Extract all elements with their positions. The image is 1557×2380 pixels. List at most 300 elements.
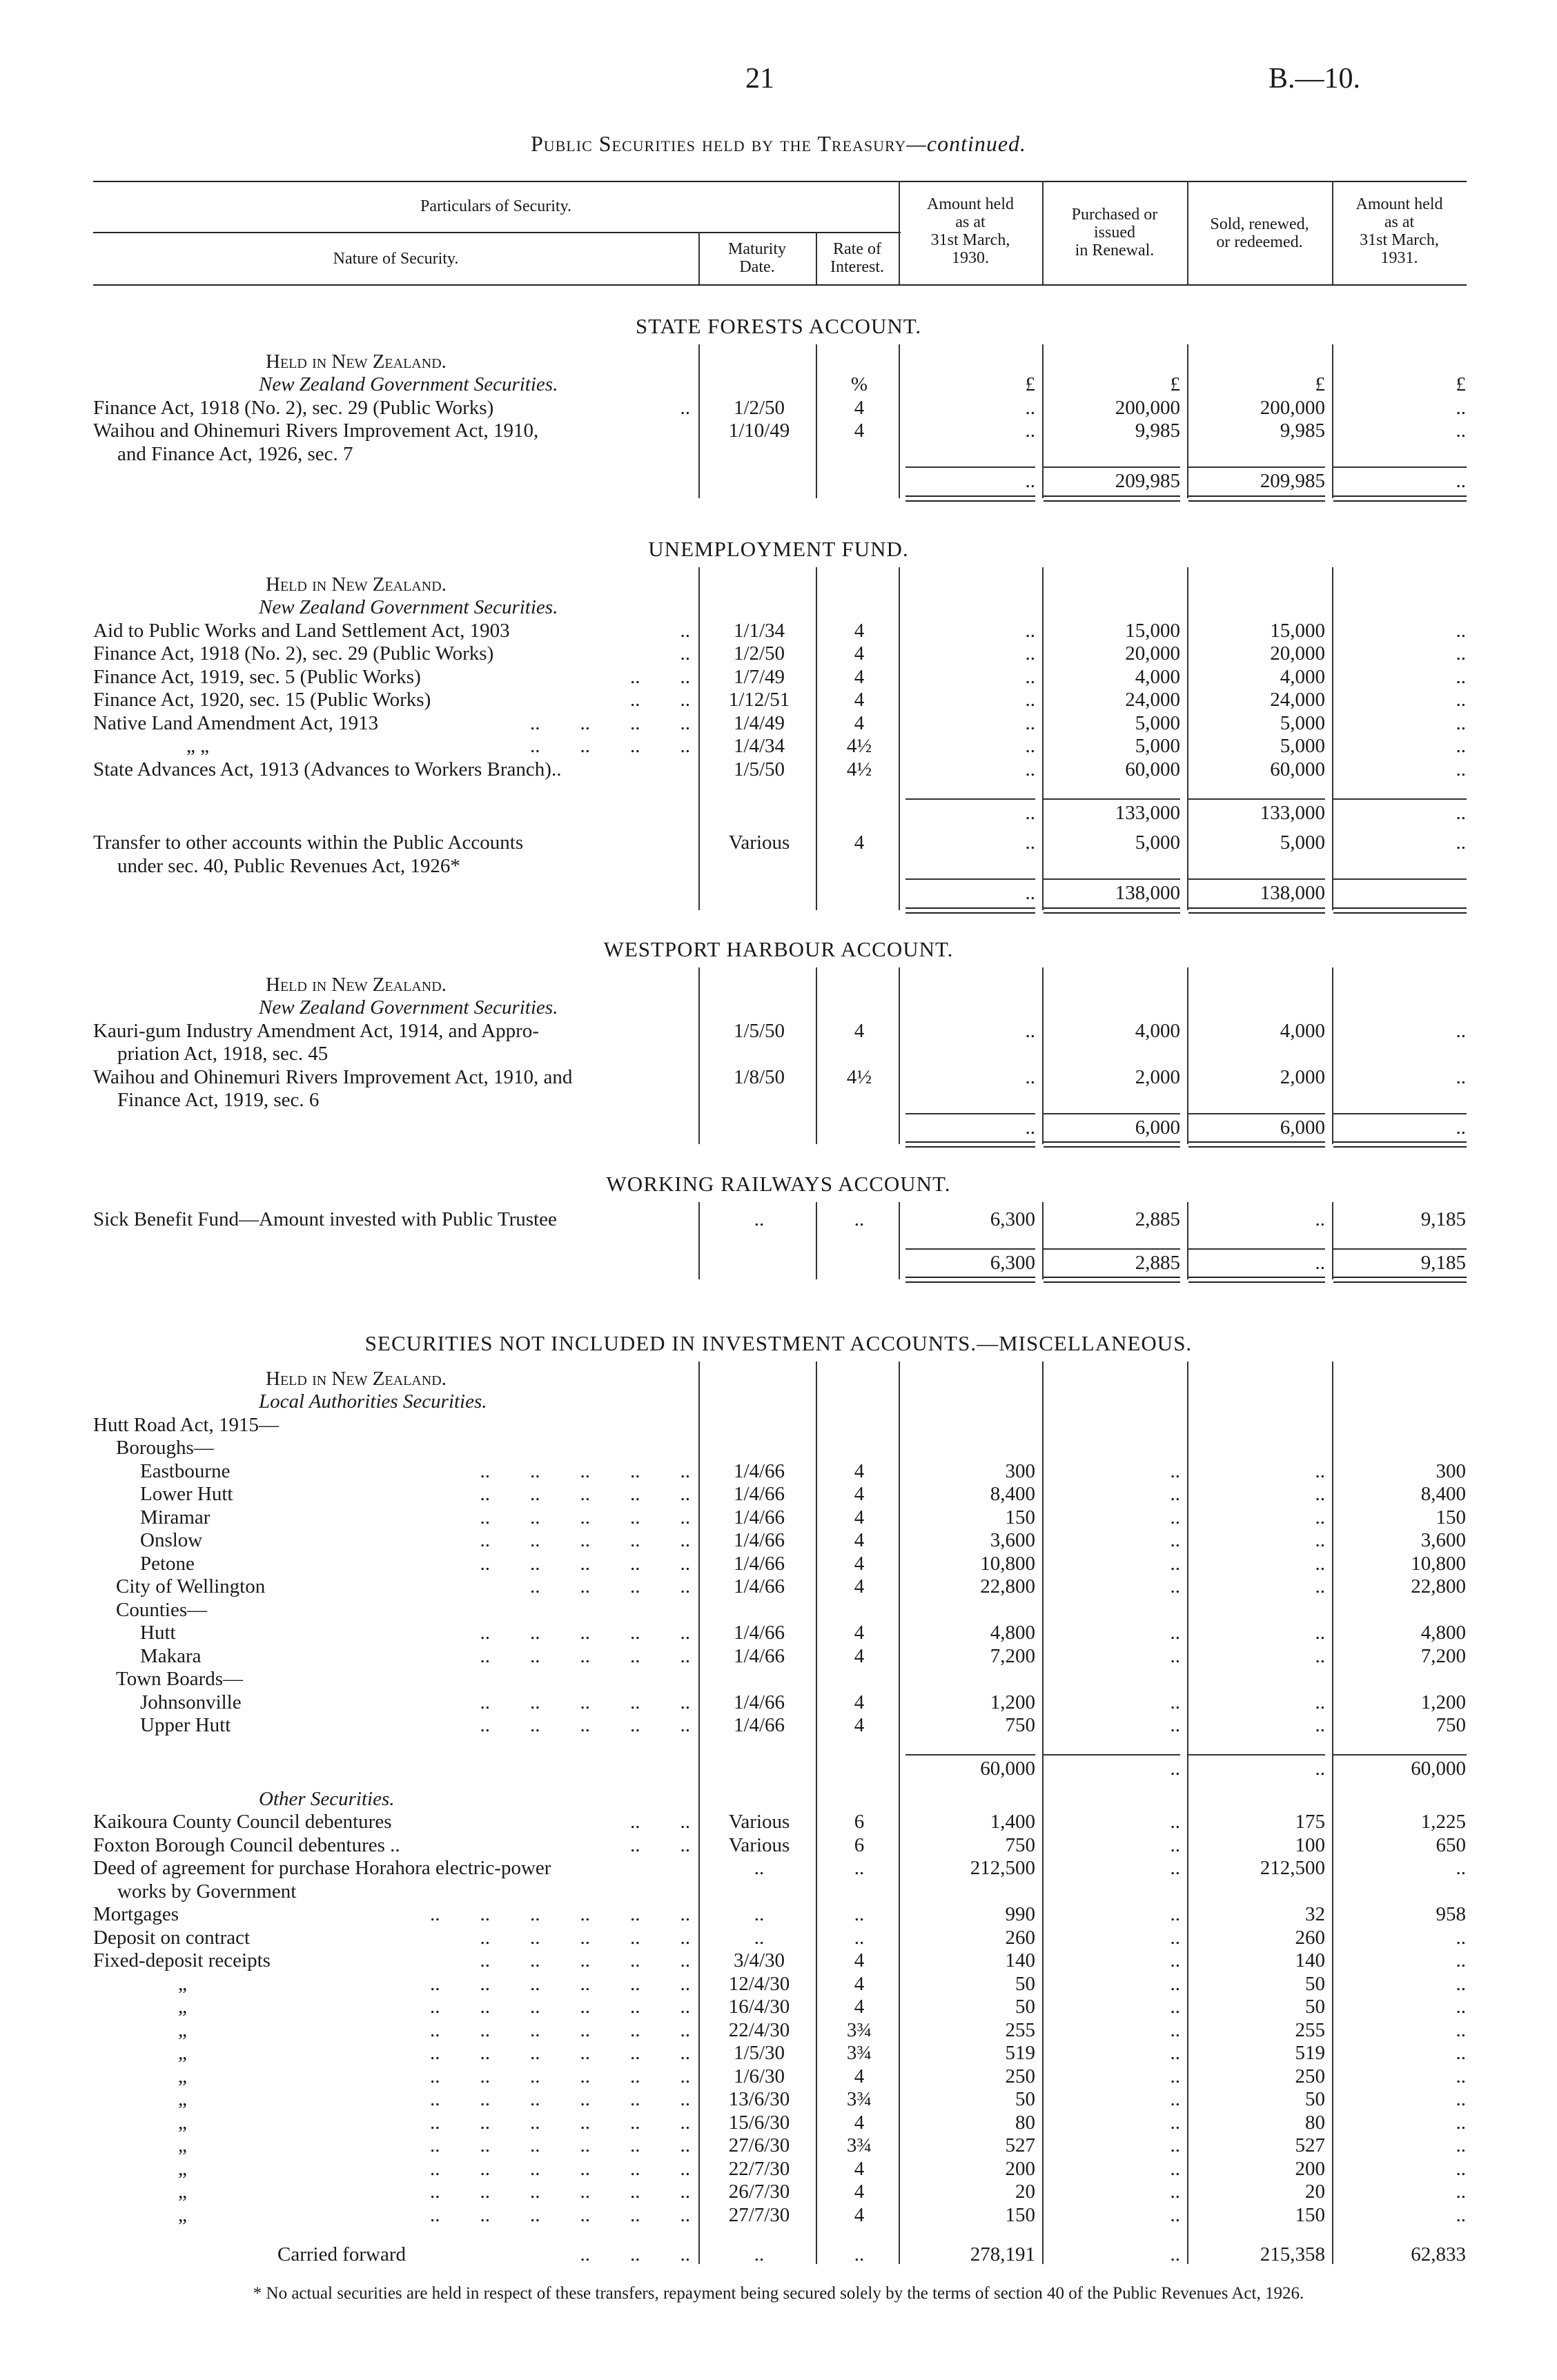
security-name: Mortgages [93, 1903, 179, 1926]
table-row [0, 1065, 1557, 1089]
interest-rate: 4 [854, 689, 865, 711]
interest-rate: 4 [854, 1459, 865, 1482]
table-row [0, 1949, 1557, 1972]
total-double-rule [1333, 495, 1467, 502]
table-row [0, 419, 1557, 442]
leader-dots: .. .. [630, 1811, 690, 1833]
amount-purchased: .. [1170, 1758, 1180, 1780]
total-row [0, 1116, 1557, 1139]
interest-rate: 4 [854, 1949, 865, 1972]
header-rate-line: Rate of [833, 240, 881, 258]
total-double-rule [1333, 1141, 1467, 1148]
leader-dots: .. .. .. .. .. .. [430, 2111, 690, 2134]
amount-held-1931: 3,600 [1420, 1529, 1466, 1552]
amount-held-1931: .. [1456, 2018, 1466, 2041]
leader-dots: .. .. .. .. .. [480, 1949, 690, 1972]
leader-dots: .. .. .. [580, 2243, 690, 2265]
amount-purchased: 209,985 [1115, 470, 1180, 493]
amount-purchased: 4,000 [1135, 665, 1180, 688]
total-double-rule [1044, 1141, 1180, 1148]
table-row [0, 1367, 1557, 1390]
amount-held-1931: 150 [1436, 1506, 1466, 1528]
amount-held-1930: 255 [1005, 2018, 1035, 2041]
maturity-date: 1/4/66 [733, 1459, 785, 1482]
security-name: Deposit on contract [93, 1926, 251, 1949]
amount-held-1930: 50 [1015, 2088, 1035, 2111]
subtotal-rule [905, 1248, 1035, 1250]
amount-sold: 15,000 [1270, 619, 1325, 642]
amount-held-1930: 750 [1005, 1833, 1035, 1856]
column-rule [899, 344, 900, 498]
amount-sold: 20 [1305, 2181, 1325, 2203]
security-name: Petone [140, 1552, 195, 1575]
amount-sold: 50 [1305, 2088, 1325, 2111]
table-row [0, 1208, 1557, 1231]
leader-dots: .. .. .. .. .. .. [430, 1903, 690, 1926]
interest-rate: 4 [854, 1529, 865, 1552]
amount-held-1930: .. [1025, 689, 1035, 711]
column-rule [1187, 344, 1188, 498]
footnote: * No actual securities are held in respect of these transfers, repayment being secured solely by the terms of section 40 of the Public Revenues Act, 1926. [253, 2284, 1304, 2303]
amount-purchased: .. [1170, 2203, 1180, 2226]
maturity-date: Various [728, 832, 790, 854]
table-row [0, 442, 1557, 466]
amount-held-1931: .. [1456, 2042, 1466, 2065]
table-row [0, 1598, 1557, 1622]
amount-held-1930: .. [1025, 470, 1035, 493]
table-row [0, 2157, 1557, 2181]
leader-dots: .. .. .. .. [530, 1575, 690, 1598]
amount-held-1931: .. [1456, 396, 1466, 419]
security-name: Carried forward [277, 2243, 406, 2265]
amount-held-1931: £ [1456, 373, 1466, 396]
security-name: Boroughs— [116, 1437, 214, 1459]
column-rule [899, 1361, 900, 2264]
subtotal-rule [1333, 878, 1467, 880]
maturity-date: 1/4/49 [733, 711, 785, 734]
amount-sold: 140 [1295, 1949, 1325, 1972]
amount-purchased: 5,000 [1135, 711, 1180, 734]
maturity-date: 1/4/66 [733, 1483, 785, 1506]
interest-rate: 4 [854, 1644, 865, 1667]
amount-sold: 100 [1295, 1833, 1325, 1856]
subtotal-rule [1333, 1754, 1467, 1756]
table-row [0, 2065, 1557, 2088]
amount-purchased: 138,000 [1115, 882, 1180, 905]
amount-held-1931: 650 [1436, 1833, 1466, 1856]
amount-held-1930: .. [1025, 735, 1035, 758]
security-name: Hutt [140, 1622, 176, 1644]
security-name: Finance Act, 1918 (No. 2), sec. 29 (Public Works) [93, 396, 494, 419]
table-row [0, 2203, 1557, 2227]
total-double-rule [905, 495, 1035, 502]
table-row [0, 1528, 1557, 1552]
total-row [0, 881, 1557, 905]
amount-purchased: .. [1170, 1506, 1180, 1528]
security-name: Miramar [140, 1506, 210, 1528]
interest-rate: 4 [854, 1972, 865, 1995]
column-rule [1332, 967, 1333, 1145]
header-particulars: Particulars of Security. [420, 197, 572, 215]
table-row [0, 2134, 1557, 2157]
amount-sold: 519 [1295, 2042, 1325, 2065]
table-row [0, 350, 1557, 373]
table-row [0, 1810, 1557, 1833]
amount-held-1931: 4,800 [1420, 1622, 1466, 1644]
table-row [0, 1926, 1557, 1949]
amount-held-1930: .. [1025, 619, 1035, 642]
amount-sold: 527 [1295, 2134, 1325, 2157]
amount-held-1931: 10,800 [1411, 1552, 1466, 1575]
amount-sold: .. [1315, 1714, 1325, 1737]
subtotal-rule [1188, 1113, 1325, 1114]
column-rule [698, 1202, 700, 1279]
amount-held-1930: 80 [1015, 2111, 1035, 2134]
interest-rate: 3¾ [846, 2134, 872, 2157]
amount-held-1930: 6,300 [990, 1208, 1035, 1230]
header-held-1930-line: Amount held [927, 195, 1014, 213]
amount-held-1931: .. [1456, 735, 1466, 758]
amount-held-1931: 22,800 [1411, 1575, 1466, 1598]
security-name: Onslow [140, 1529, 203, 1552]
amount-purchased: 2,885 [1135, 1208, 1180, 1230]
subtotal-rule [1188, 878, 1325, 880]
amount-held-1930: 140 [1005, 1949, 1035, 1972]
amount-held-1930: 7,200 [990, 1644, 1035, 1667]
amount-purchased: .. [1170, 1833, 1180, 1856]
leader-dots: .. .. .. .. .. .. [430, 2065, 690, 2087]
subtotal-rule [1188, 1248, 1325, 1250]
column-rule [1332, 567, 1333, 910]
interest-rate: % [850, 373, 868, 396]
subtotal-rule [905, 1754, 1035, 1756]
amount-held-1931: 62,833 [1411, 2243, 1466, 2265]
amount-held-1930: 4,800 [990, 1622, 1035, 1644]
amount-sold: 250 [1295, 2065, 1325, 2087]
amount-sold: 60,000 [1270, 758, 1325, 780]
amount-sold: 150 [1295, 2203, 1325, 2226]
table-row [0, 2243, 1557, 2266]
security-name: State Advances Act, 1913 (Advances to Workers Branch).. [93, 758, 562, 780]
header-purchased-line: issued [1094, 224, 1135, 242]
table-row [0, 2180, 1557, 2203]
amount-sold: .. [1315, 1552, 1325, 1575]
header-bottom-rule [93, 284, 1467, 286]
total-double-rule [1188, 1277, 1325, 1283]
subtotal-rule [1044, 878, 1180, 880]
amount-held-1930: 3,600 [990, 1529, 1035, 1552]
security-name: „ [178, 2157, 187, 2180]
amount-held-1930: .. [1025, 420, 1035, 442]
column-rule [1187, 1361, 1188, 2264]
total-double-rule [1333, 907, 1467, 914]
amount-purchased: .. [1170, 2134, 1180, 2157]
column-rule [899, 567, 900, 910]
security-name: under sec. 40, Public Revenues Act, 1926* [117, 854, 460, 877]
amount-held-1930: 990 [1005, 1903, 1035, 1926]
amount-held-1931: .. [1456, 832, 1466, 854]
maturity-date: 1/4/66 [733, 1691, 785, 1713]
amount-held-1931: .. [1456, 758, 1466, 780]
amount-held-1930: £ [1025, 373, 1035, 396]
security-name: Sick Benefit Fund—Amount invested with Public Trustee [93, 1208, 557, 1230]
table-row [0, 396, 1557, 420]
maturity-date: 27/6/30 [728, 2134, 790, 2157]
maturity-date: 1/4/66 [733, 1622, 785, 1644]
header-held-1930 [899, 195, 1042, 267]
amount-sold: 5,000 [1280, 735, 1325, 758]
table-row [0, 642, 1557, 665]
interest-rate: 4½ [846, 758, 872, 780]
leader-dots: .. .. .. .. .. .. [430, 2203, 690, 2226]
amount-held-1930: 20 [1015, 2181, 1035, 2203]
amount-held-1931: 300 [1436, 1459, 1466, 1482]
subtotal-rule [1333, 1248, 1467, 1250]
amount-sold: 80 [1305, 2111, 1325, 2134]
amount-held-1930: 6,300 [990, 1251, 1035, 1274]
security-name: and Finance Act, 1926, sec. 7 [117, 442, 353, 465]
header-sold [1187, 215, 1332, 251]
table-row [0, 1482, 1557, 1506]
leader-dots: .. .. .. .. .. .. [430, 2157, 690, 2180]
amount-held-1931: .. [1456, 801, 1466, 824]
security-name: Held in New Zealand. [266, 973, 447, 996]
amount-held-1931: 60,000 [1411, 1758, 1466, 1780]
amount-purchased: .. [1170, 1644, 1180, 1667]
amount-held-1931: .. [1456, 2203, 1466, 2226]
leader-dots: .. .. .. .. .. .. [430, 1972, 690, 1995]
interest-rate: 4 [854, 2203, 865, 2226]
security-name: Held in New Zealand. [266, 350, 447, 373]
interest-rate: 4 [854, 2181, 865, 2203]
column-rule [1187, 1202, 1188, 1279]
maturity-date: 1/5/30 [733, 2042, 785, 2065]
interest-rate: 4 [854, 2065, 865, 2087]
document-reference: B.—10. [1269, 63, 1361, 95]
maturity-date: 1/2/50 [733, 396, 785, 419]
header-maturity-line: Date. [739, 258, 775, 276]
table-row [0, 2087, 1557, 2111]
leader-dots: .. .. .. .. .. [480, 1529, 690, 1552]
table-row [0, 1880, 1557, 1903]
table-row [0, 1713, 1557, 1737]
subtotal-rule [1044, 1754, 1180, 1756]
header-nature: Nature of Security. [333, 250, 459, 268]
amount-held-1930: .. [1025, 396, 1035, 419]
total-double-rule [1188, 907, 1325, 914]
interest-rate: 4 [854, 1552, 865, 1575]
header-purchased-line: Purchased or [1071, 206, 1158, 224]
column-rule [1187, 967, 1188, 1145]
amount-sold: 200,000 [1260, 396, 1325, 419]
maturity-date: 15/6/30 [728, 2111, 790, 2134]
maturity-date: 1/4/66 [733, 1644, 785, 1667]
title-continued: —continued. [906, 131, 1027, 156]
interest-rate: 6 [854, 1811, 865, 1833]
amount-held-1930: .. [1025, 1019, 1035, 1042]
header-purchased [1042, 206, 1187, 259]
amount-purchased: .. [1170, 2111, 1180, 2134]
security-name: Hutt Road Act, 1915— [93, 1413, 280, 1436]
header-rate-line: Interest. [830, 258, 884, 276]
amount-purchased: 5,000 [1135, 735, 1180, 758]
security-name: Johnsonville [140, 1691, 242, 1713]
interest-rate: 4 [854, 2111, 865, 2134]
amount-held-1931: .. [1456, 1949, 1466, 1972]
amount-held-1930: .. [1025, 665, 1035, 688]
header-maturity-line: Maturity [728, 240, 786, 258]
leader-dots: .. .. .. .. [530, 735, 690, 758]
subtotal-rule [1333, 798, 1467, 800]
amount-held-1930: 50 [1015, 1996, 1035, 2018]
amount-held-1930: 250 [1005, 2065, 1035, 2087]
amount-held-1930: 200 [1005, 2157, 1035, 2180]
amount-purchased: .. [1170, 1857, 1180, 1880]
maturity-date: 1/5/50 [733, 1019, 785, 1042]
column-rule [1332, 1202, 1333, 1279]
leader-dots: .. .. .. .. .. [480, 1714, 690, 1737]
amount-sold: 32 [1305, 1903, 1325, 1926]
security-name: works by Government [117, 1880, 297, 1902]
amount-purchased: .. [1170, 1691, 1180, 1713]
security-name: Finance Act, 1920, sec. 15 (Public Works) [93, 689, 431, 711]
column-rule [698, 967, 700, 1145]
amount-purchased: 2,000 [1135, 1065, 1180, 1088]
maturity-date: .. [754, 1857, 765, 1880]
leader-dots: .. .. .. .. [530, 711, 690, 734]
title-main: Public Securities held by the Treasury [530, 131, 907, 156]
security-name: Held in New Zealand. [266, 573, 447, 596]
security-name: Kaikoura County Council debentures [93, 1811, 392, 1833]
amount-purchased: .. [1170, 2157, 1180, 2180]
column-rule [1042, 967, 1044, 1145]
particulars-rule [93, 232, 901, 233]
column-rule [816, 1361, 817, 2264]
maturity-date: .. [754, 1926, 765, 1949]
amount-sold: .. [1315, 1691, 1325, 1713]
amount-sold: 215,358 [1260, 2243, 1325, 2265]
interest-rate: .. [854, 1857, 865, 1880]
header-sold-line: or redeemed. [1216, 233, 1303, 251]
amount-sold: 209,985 [1260, 470, 1325, 493]
leader-dots: .. .. .. .. .. [480, 1552, 690, 1575]
amount-sold: 212,500 [1260, 1857, 1325, 1880]
interest-rate: 4 [854, 711, 865, 734]
amount-held-1930: .. [1025, 1065, 1035, 1088]
amount-purchased: .. [1170, 2243, 1180, 2265]
column-rule [1042, 1361, 1044, 2264]
leader-dots: .. .. .. .. .. [480, 1691, 690, 1713]
maturity-date: 16/4/30 [728, 1996, 790, 2018]
amount-sold: 4,000 [1280, 665, 1325, 688]
maturity-date: 1/4/66 [733, 1529, 785, 1552]
amount-purchased: .. [1170, 2042, 1180, 2065]
security-name: Transfer to other accounts within the Public Accounts [93, 832, 524, 854]
leader-dots: .. .. .. .. .. [480, 1506, 690, 1528]
interest-rate: 4 [854, 2157, 865, 2180]
amount-purchased: 4,000 [1135, 1019, 1180, 1042]
interest-rate: 3¾ [846, 2018, 872, 2041]
leader-dots: .. .. .. .. .. .. [430, 2018, 690, 2041]
total-double-rule [1044, 495, 1180, 502]
table-row [0, 665, 1557, 689]
amount-sold: .. [1315, 1644, 1325, 1667]
subtotal-rule [1044, 1113, 1180, 1114]
amount-held-1930: 527 [1005, 2134, 1035, 2157]
security-name: Upper Hutt [140, 1714, 231, 1737]
header-held-1931-line: 31st March, [1360, 231, 1439, 249]
amount-sold: .. [1315, 1251, 1325, 1274]
header-held-1931 [1332, 195, 1467, 267]
security-name: Makara [140, 1644, 202, 1667]
header-top-rule [93, 181, 1467, 182]
amount-held-1930: 50 [1015, 1972, 1035, 1995]
header-sold-line: Sold, renewed, [1210, 215, 1309, 233]
amount-held-1930: .. [1025, 642, 1035, 665]
table-row [0, 1019, 1557, 1043]
amount-held-1930: 750 [1005, 1714, 1035, 1737]
total-double-rule [1044, 907, 1180, 914]
leader-dots: .. .. [630, 689, 690, 711]
subtotal-rule [1188, 466, 1325, 468]
amount-purchased: 200,000 [1115, 396, 1180, 419]
leader-dots: .. .. .. .. .. .. [430, 2134, 690, 2157]
interest-rate: 4 [854, 396, 865, 419]
amount-held-1930: 150 [1005, 1506, 1035, 1528]
amount-held-1930: .. [1025, 711, 1035, 734]
column-rule [899, 967, 900, 1145]
section-title: STATE FORESTS ACCOUNT. [635, 314, 922, 338]
table-row [0, 1390, 1557, 1413]
table-row [0, 1621, 1557, 1644]
table-row [0, 1413, 1557, 1437]
interest-rate: 4 [854, 642, 865, 665]
amount-purchased: 6,000 [1135, 1116, 1180, 1139]
amount-sold: 4,000 [1280, 1019, 1325, 1042]
security-name: Waihou and Ohinemuri Rivers Improvement Act, 1910, and [93, 1065, 573, 1088]
interest-rate: 3¾ [846, 2088, 872, 2111]
security-name: Finance Act, 1919, sec. 5 (Public Works) [93, 665, 421, 688]
amount-purchased: .. [1170, 1972, 1180, 1995]
interest-rate: 4½ [846, 735, 872, 758]
table-row [0, 1042, 1557, 1065]
interest-rate: .. [854, 2243, 865, 2265]
table-row [0, 1644, 1557, 1668]
header-held-1930-line: 1930. [952, 249, 989, 267]
amount-held-1931: .. [1456, 2065, 1466, 2087]
amount-held-1931: .. [1456, 1019, 1466, 1042]
maturity-date: 1/6/30 [733, 2065, 785, 2087]
interest-rate: 4 [854, 832, 865, 854]
table-row [0, 1436, 1557, 1459]
leader-dots: .. .. [630, 1833, 690, 1856]
table-row [0, 1552, 1557, 1575]
amount-held-1931: .. [1456, 642, 1466, 665]
total-double-rule [905, 1141, 1035, 1148]
maturity-date: 1/4/66 [733, 1714, 785, 1737]
table-row [0, 854, 1557, 878]
maturity-date: 1/1/34 [733, 619, 785, 642]
security-name: „ [178, 2088, 187, 2111]
security-name: priation Act, 1918, sec. 45 [117, 1043, 329, 1065]
security-name: „ [178, 2181, 187, 2203]
column-rule [899, 1202, 900, 1279]
leader-dots: .. .. .. .. .. [480, 1644, 690, 1667]
amount-purchased: 133,000 [1115, 801, 1180, 824]
security-name: New Zealand Government Securities. [259, 996, 558, 1019]
amount-sold: 175 [1295, 1811, 1325, 1833]
table-row [0, 2018, 1557, 2042]
